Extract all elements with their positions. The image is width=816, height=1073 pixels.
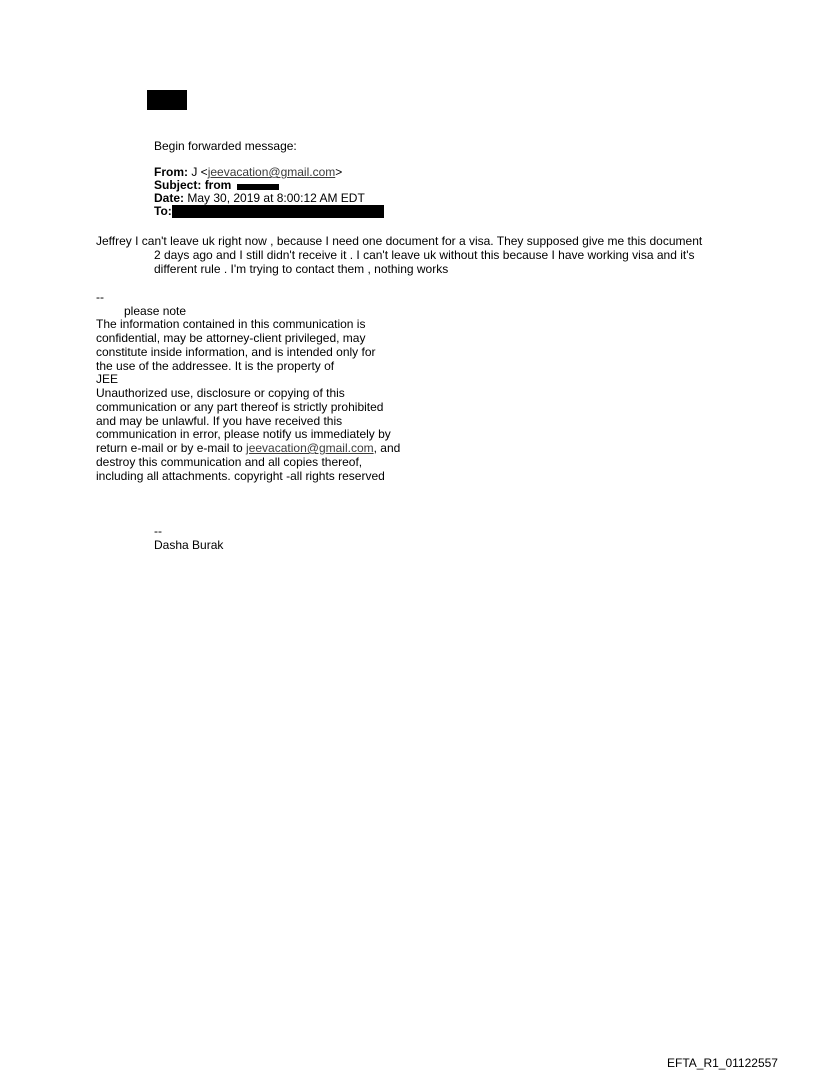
from-label: From: [154, 165, 188, 179]
disclaimer-line: JEE [96, 372, 119, 386]
disclaimer-line: constitute inside information, and is intended only for [96, 345, 376, 359]
disclaimer-email-link[interactable]: jeevacation@gmail.com [246, 441, 374, 455]
to-redaction [172, 205, 384, 218]
disclaimer-line: the use of the addressee. It is the property of [96, 359, 335, 373]
disclaimer-email-post: , and [373, 441, 401, 455]
closing-dashes: -- [154, 524, 162, 538]
body-line-2: 2 days ago and I still didn't receive it . I can't leave uk without this because I have working visa and it's [154, 248, 695, 262]
forward-intro: Begin forwarded message: [154, 139, 297, 153]
from-email-link[interactable]: jeevacation@gmail.com [207, 165, 336, 179]
disclaimer-line: and may be unlawful. If you have received this [96, 414, 343, 428]
disclaimer-line: including all attachments. copyright -all rights reserved [96, 469, 385, 483]
please-note: please note [124, 304, 187, 318]
footer-document-id: EFTA_R1_01122557 [667, 1056, 778, 1070]
disclaimer-line: destroy this communication and all copies thereof, [96, 455, 363, 469]
subject-redaction [237, 184, 279, 190]
date-line [154, 192, 365, 206]
from-name: J < [191, 165, 208, 179]
subject-label: Subject: [154, 178, 202, 192]
date-label: Date: [154, 191, 185, 205]
disclaimer-line: The information contained in this communication is [96, 317, 366, 331]
to-label: To: [154, 204, 172, 218]
body-line-1: Jeffrey I can't leave uk right now , because I need one document for a visa. They supposed give me this document [96, 234, 703, 248]
disclaimer-email-line [96, 442, 400, 456]
from-close: > [335, 165, 343, 179]
disclaimer-email-pre: return e-mail or by e-mail to [96, 441, 247, 455]
disclaimer-line: confidential, may be attorney-client privileged, may [96, 331, 366, 345]
date-value: May 30, 2019 at 8:00:12 AM EDT [187, 191, 365, 205]
closing-name: Dasha Burak [154, 538, 224, 552]
signature-dashes: -- [96, 290, 104, 304]
redaction-box [147, 90, 187, 110]
disclaimer-line: Unauthorized use, disclosure or copying of this [96, 386, 345, 400]
subject-value: from [204, 178, 232, 192]
body-line-3: different rule . I'm trying to contact them , nothing works [154, 262, 449, 276]
to-line [154, 205, 172, 219]
disclaimer-line: communication or any part thereof is strictly prohibited [96, 400, 384, 414]
disclaimer-line: communication in error, please notify us immediately by [96, 427, 391, 441]
